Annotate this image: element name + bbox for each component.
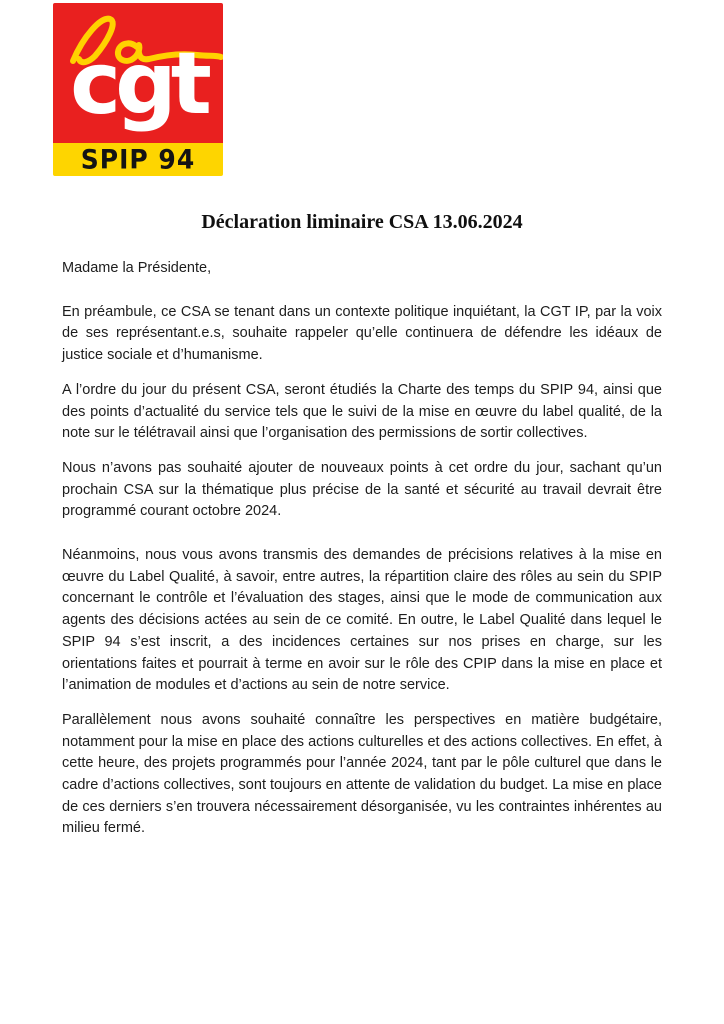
salutation: Madame la Présidente,	[62, 260, 212, 276]
logo-spip94-text: SPIP 94	[80, 144, 196, 175]
body-paragraph-label-qualite: Néanmoins, nous vous avons transmis des demandes de précisions relatives à la mise en œuvre du Label Qualité, à savoir, entre autres, la répartition claire des rôles au sein du SPIP concernant le contrôle et l’évaluation des stages, ainsi que le mode de communication aux agents des décisions actées au sein de ce comité. En outre, le Label Qualité dans lequel le SPIP 94 s’est inscrit, a des incidences certaines sur nos prises en charge, sur les orientations faites et pourrait à terme en avoir sur le rôle des CPIP dans la mise en place et l’animation de modules et d’actions au sein de notre service.	[62, 547, 662, 694]
cgt-spip94-logo	[53, 3, 223, 176]
body-paragraph-ordre-du-jour: A l’ordre du jour du présent CSA, seront étudiés la Charte des temps du SPIP 94, ainsi que des points d’actualité du service tels que le suivi de la mise en œuvre du label qualité, de la note sur le télétravail ainsi que l’organisation des permissions de sortir collectives.	[62, 381, 662, 442]
body-paragraph-nouveaux-points: Nous n’avons pas souhaité ajouter de nouveaux points à cet ordre du jour, sachant qu’un prochain CSA sur la thématique plus précise de la santé et sécurité au travail devrait être programmé courant octobre 2024.	[62, 459, 662, 520]
logo-cgt-text: cgt	[70, 34, 206, 134]
body-paragraph-preambule: En préambule, ce CSA se tenant dans un contexte politique inquiétant, la CGT IP, par la voix de ses représentant.e.s, souhaite rappeler qu’elle continuera de défendre les idéaux de justice sociale et d’humanisme.	[62, 303, 662, 364]
logo-spip94-banner	[53, 143, 223, 176]
document-title: Déclaration liminaire CSA 13.06.2024	[201, 211, 523, 233]
body-paragraph-budget: Parallèlement nous avons souhaité connaître les perspectives en matière budgétaire, notamment pour la mise en place des actions culturelles et des actions collectives. En effet, à cette heure, des projets programmés pour l’année 2024, tant par le pôle culturel que dans le cadre d’actions collectives, sont toujours en attente de validation du budget. La mise en place de ces derniers s’en trouvera nécessairement désorganisée, vu les contraintes inhérentes au milieu fermé.	[62, 711, 662, 837]
logo-red-square	[53, 3, 223, 143]
